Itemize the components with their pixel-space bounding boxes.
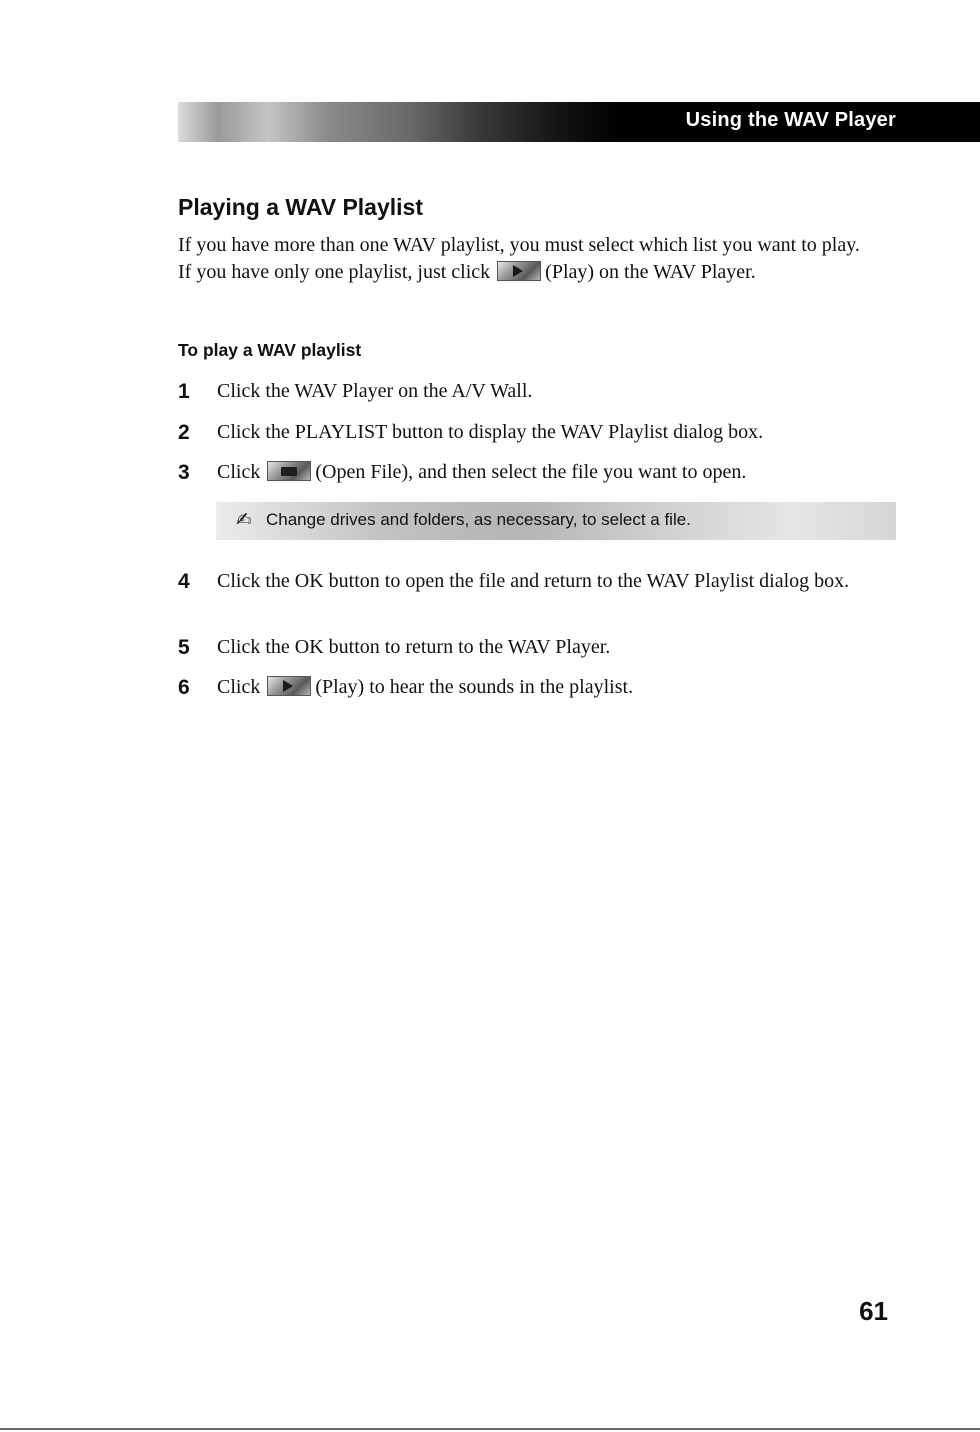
play-button-icon <box>267 676 311 696</box>
bottom-rule <box>0 1428 980 1430</box>
intro-text-2: (Play) on the WAV Player. <box>545 261 756 283</box>
header-title: Using the WAV Player <box>685 109 896 131</box>
step-text: Click the OK button to return to the WAV Player. <box>217 636 611 658</box>
step-3 <box>178 459 878 486</box>
step-5 <box>178 634 878 661</box>
step-number: 5 <box>178 636 190 659</box>
step-text-after: (Open File), and then select the file you want to open. <box>315 461 747 483</box>
play-button-icon <box>497 261 541 281</box>
page-number: 61 <box>859 1296 888 1326</box>
step-number: 2 <box>178 421 190 444</box>
step-text: Click the OK button to open the file and return to the WAV Playlist dialog box. <box>217 570 850 592</box>
step-number: 1 <box>178 380 190 403</box>
step-number: 4 <box>178 570 190 593</box>
step-text-before: Click <box>217 676 261 698</box>
intro-text-1: If you have more than one WAV playlist, you must select which list you want to play. If you have only one playlist, just click <box>178 234 860 283</box>
step-4 <box>178 568 878 595</box>
step-text: Click the WAV Player on the A/V Wall. <box>217 380 533 402</box>
step-6 <box>178 674 878 701</box>
step-text-after: (Play) to hear the sounds in the playlist. <box>315 676 634 698</box>
step-text-before: Click <box>217 461 261 483</box>
note-text: Change drives and folders, as necessary, to select a file. <box>266 510 691 529</box>
note-band <box>216 502 896 540</box>
procedure-title: To play a WAV playlist <box>178 340 362 360</box>
intro-paragraph <box>178 232 878 286</box>
step-2 <box>178 419 878 446</box>
step-text: Click the PLAYLIST button to display the WAV Playlist dialog box. <box>217 421 764 443</box>
open-file-button-icon <box>267 461 311 481</box>
step-1 <box>178 378 878 405</box>
pencil-note-icon: ✍ <box>236 509 252 531</box>
step-number: 3 <box>178 461 190 484</box>
step-text <box>217 674 878 701</box>
section-title: Playing a WAV Playlist <box>178 194 423 220</box>
header-band <box>178 102 980 142</box>
step-text <box>217 459 878 486</box>
step-number: 6 <box>178 676 190 699</box>
